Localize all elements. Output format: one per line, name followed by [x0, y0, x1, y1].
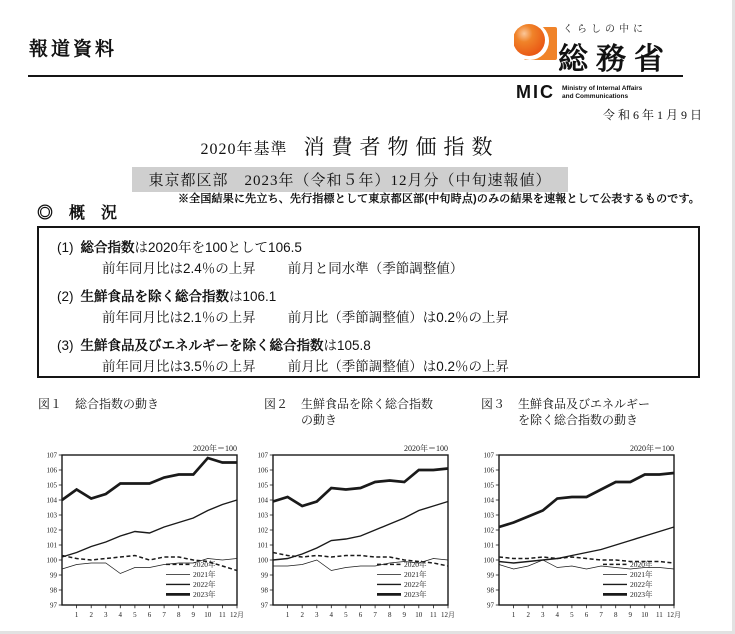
svg-text:101: 101 [257, 541, 268, 550]
svg-text:105: 105 [483, 481, 494, 490]
svg-text:103: 103 [257, 511, 268, 520]
svg-text:103: 103 [46, 511, 57, 520]
svg-text:3: 3 [104, 611, 108, 619]
svg-text:8: 8 [387, 611, 392, 619]
svg-text:2: 2 [300, 611, 304, 619]
summary-item-3 [57, 335, 690, 377]
svg-text:99: 99 [487, 571, 494, 580]
figure-3-title: 図３ 生鮮食品及びエネルギー を除く総合指数の動き [481, 397, 651, 427]
chart-figure-2-line-chart [241, 441, 457, 627]
summary-item-2-headline: (2) 生鮮食品を除く総合指数は106.1 [57, 289, 277, 304]
svg-text:98: 98 [487, 586, 494, 595]
svg-text:2020年: 2020年 [630, 560, 653, 569]
svg-text:106: 106 [257, 466, 268, 475]
svg-text:6: 6 [584, 611, 589, 619]
svg-text:10: 10 [415, 611, 423, 619]
svg-text:10: 10 [641, 611, 649, 619]
section-heading-overview: ◎ 概 況 [37, 205, 118, 222]
svg-text:98: 98 [261, 586, 268, 595]
svg-text:104: 104 [257, 496, 268, 505]
svg-text:101: 101 [483, 541, 494, 550]
svg-text:106: 106 [483, 466, 494, 475]
svg-text:2021年: 2021年 [193, 570, 216, 579]
svg-text:8: 8 [613, 611, 618, 619]
svg-text:4: 4 [118, 611, 123, 619]
svg-text:12月: 12月 [230, 611, 244, 619]
svg-text:12月: 12月 [441, 611, 455, 619]
summary-item-1 [57, 237, 690, 279]
svg-text:102: 102 [483, 526, 494, 535]
svg-text:1: 1 [285, 611, 290, 619]
svg-text:3: 3 [541, 611, 545, 619]
title-base-year: 2020年基準 [200, 141, 288, 158]
svg-text:5: 5 [570, 611, 574, 619]
svg-text:105: 105 [257, 481, 268, 490]
ministry-name-english: Ministry of Internal Affairs and Communications [562, 85, 643, 100]
summary-item-3-detail: 前年同月比は3.5％の上昇 前月比（季節調整値）は0.2％の上昇 [102, 359, 510, 374]
svg-text:9: 9 [402, 611, 407, 619]
svg-text:4: 4 [555, 611, 560, 619]
svg-text:12月: 12月 [667, 611, 681, 619]
svg-text:97: 97 [487, 601, 494, 610]
mic-wordmark: MIC [516, 82, 555, 102]
logo-tagline: くらしの中に [563, 24, 647, 35]
svg-text:97: 97 [261, 601, 268, 610]
svg-text:7: 7 [373, 611, 377, 619]
svg-text:102: 102 [257, 526, 268, 535]
svg-text:2020年: 2020年 [404, 560, 427, 569]
svg-text:100: 100 [46, 556, 57, 565]
svg-text:3: 3 [315, 611, 319, 619]
svg-text:6: 6 [147, 611, 152, 619]
svg-text:2023年: 2023年 [404, 590, 427, 599]
subtitle-highlighted: 東京都区部 2023年（令和５年）12月分（中旬速報値） [132, 167, 567, 192]
svg-text:11: 11 [656, 611, 663, 619]
svg-text:107: 107 [483, 451, 494, 460]
svg-text:106: 106 [46, 466, 57, 475]
svg-text:104: 104 [46, 496, 57, 505]
ministry-name: 総務省 [558, 43, 672, 76]
svg-text:8: 8 [176, 611, 181, 619]
svg-text:5: 5 [133, 611, 137, 619]
document-title [0, 131, 700, 161]
svg-text:10: 10 [204, 611, 212, 619]
svg-text:2020年: 2020年 [193, 560, 216, 569]
figure-1-title: 図１ 総合指数の動き [38, 397, 160, 411]
release-date: 令和6年1月9日 [602, 108, 705, 122]
doc-type-label: 報道資料 [29, 39, 118, 60]
svg-text:2023年: 2023年 [630, 590, 653, 599]
svg-text:101: 101 [46, 541, 57, 550]
svg-text:1: 1 [511, 611, 516, 619]
summary-item-1-headline: (1) 総合指数は2020年を100として106.5 [57, 240, 302, 255]
summary-item-1-detail: 前年同月比は2.4％の上昇 前月と同水準（季節調整値） [102, 261, 464, 276]
svg-text:2020年＝100: 2020年＝100 [193, 444, 237, 453]
svg-text:105: 105 [46, 481, 57, 490]
svg-text:2022年: 2022年 [404, 580, 427, 589]
svg-text:103: 103 [483, 511, 494, 520]
svg-text:4: 4 [329, 611, 334, 619]
svg-text:97: 97 [50, 601, 57, 610]
svg-text:2020年＝100: 2020年＝100 [630, 444, 674, 453]
svg-text:7: 7 [599, 611, 603, 619]
svg-text:98: 98 [50, 586, 57, 595]
svg-text:100: 100 [257, 556, 268, 565]
svg-text:9: 9 [191, 611, 196, 619]
chart-figure-1-line-chart [30, 441, 246, 627]
svg-text:2: 2 [89, 611, 93, 619]
svg-text:2022年: 2022年 [193, 580, 216, 589]
svg-text:100: 100 [483, 556, 494, 565]
svg-text:2021年: 2021年 [404, 570, 427, 579]
svg-text:2020年＝100: 2020年＝100 [404, 444, 448, 453]
svg-text:2022年: 2022年 [630, 580, 653, 589]
preliminary-note: ※全国結果に先立ち、先行指標として東京都区部(中旬時点)のみの結果を速報として公表するものです。 [177, 193, 700, 205]
summary-box [37, 226, 700, 378]
svg-text:11: 11 [430, 611, 437, 619]
svg-text:99: 99 [261, 571, 268, 580]
svg-text:99: 99 [50, 571, 57, 580]
svg-text:9: 9 [628, 611, 633, 619]
svg-text:107: 107 [46, 451, 57, 460]
svg-text:2: 2 [526, 611, 530, 619]
figure-2-title: 図２ 生鮮食品を除く総合指数 の動き [264, 397, 434, 427]
svg-text:104: 104 [483, 496, 494, 505]
svg-text:6: 6 [358, 611, 363, 619]
title-main: 消費者物価指数 [303, 135, 500, 159]
svg-text:5: 5 [344, 611, 348, 619]
mic-logo-icon [514, 20, 558, 66]
svg-text:107: 107 [257, 451, 268, 460]
svg-text:1: 1 [74, 611, 79, 619]
mic-wordmark-row [516, 83, 642, 101]
svg-text:102: 102 [46, 526, 57, 535]
summary-item-2 [57, 286, 690, 328]
svg-text:11: 11 [219, 611, 226, 619]
svg-text:7: 7 [162, 611, 166, 619]
chart-figure-3-line-chart [467, 441, 683, 627]
svg-text:2023年: 2023年 [193, 590, 216, 599]
summary-item-2-detail: 前年同月比は2.1％の上昇 前月比（季節調整値）は0.2％の上昇 [102, 310, 510, 325]
svg-text:2021年: 2021年 [630, 570, 653, 579]
summary-item-3-headline: (3) 生鮮食品及びエネルギーを除く総合指数は105.8 [57, 338, 371, 353]
